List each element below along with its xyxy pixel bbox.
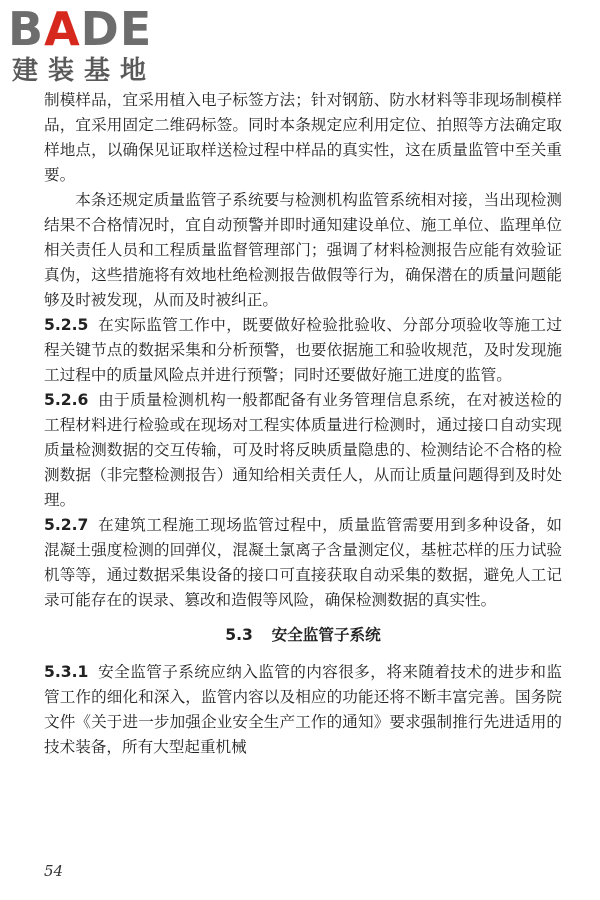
clause-5-2-5 bbox=[44, 313, 562, 388]
clause-number: 5.2.5 bbox=[44, 316, 89, 334]
clause-number: 5.2.6 bbox=[44, 391, 89, 409]
clause-text: 安全监管子系统应纳入监管的内容很多，将来随着技术的进步和监管工作的细化和深入，监管内容以及相应的功能还将不断丰富完善。国务院文件《关于进一步加强企业安全生产工作的通知》要求强制推行先进适用的技术装备，所有大型起重机械 bbox=[44, 663, 562, 756]
page-number: 54 bbox=[44, 862, 64, 880]
logo-wordmark bbox=[8, 4, 152, 54]
section-number: 5.3 bbox=[225, 626, 253, 644]
clause-number: 5.3.1 bbox=[44, 663, 89, 681]
clause-text: 在实际监管工作中，既要做好检验批验收、分部分项验收等施工过程关键节点的数据采集和分析预警，也要依据施工和验收规范，及时发现施工过程中的质量风险点并进行预警；同时还要做好施工进度的监管。 bbox=[44, 316, 562, 384]
clause-5-2-6 bbox=[44, 388, 562, 513]
clause-text: 在建筑工程施工现场监管过程中，质量监管需要用到多种设备，如混凝土强度检测的回弹仪，混凝土氯离子含量测定仪，基桩芯样的压力试验机等等，通过数据采集设备的接口可直接获取自动采集的数据，避免人工记录可能存在的误录、篡改和造假等风险，确保检测数据的真实性。 bbox=[44, 516, 562, 609]
section-heading bbox=[44, 623, 562, 648]
logo-letter-a-accent: A bbox=[44, 2, 81, 56]
bade-logo bbox=[8, 4, 188, 90]
section-title: 安全监管子系统 bbox=[271, 626, 381, 644]
page-content bbox=[44, 88, 562, 760]
clause-5-2-7 bbox=[44, 513, 562, 613]
paragraph-continued: 制模样品，宜采用植入电子标签方法；针对钢筋、防水材料等非现场制模样品，宜采用固定二维码标签。同时本条规定应利用定位、拍照等方法确定取样地点，以确保见证取样送检过程中样品的真实性，这在质量监管中至关重要。 bbox=[44, 91, 562, 184]
logo-letters-de: DE bbox=[80, 2, 153, 56]
clause-number: 5.2.7 bbox=[44, 516, 89, 534]
logo-letter-b: B bbox=[8, 2, 45, 56]
paragraph-supervision-link: 本条还规定质量监管子系统要与检测机构监管系统相对接，当出现检测结果不合格情况时，宜自动预警并即时通知建设单位、施工单位、监理单位相关责任人员和工程质量监督管理部门；强调了材料检测报告应能有效验证真伪，这些措施将有效地杜绝检测报告做假等行为，确保潜在的质量问题能够及时被发现，从而及时被纠正。 bbox=[44, 191, 562, 309]
clause-5-3-1 bbox=[44, 660, 562, 760]
clause-text: 由于质量检测机构一般都配备有业务管理信息系统，在对被送检的工程材料进行检验或在现场对工程实体质量进行检测时，通过接口自动实现质量检测数据的交互传输，可及时将反映质量隐患的、检测结论不合格的检测数据（非完整检测报告）通知给相关责任人，从而让质量问题得到及时处理。 bbox=[44, 391, 562, 509]
logo-subtitle: 建装基地 bbox=[12, 56, 157, 86]
